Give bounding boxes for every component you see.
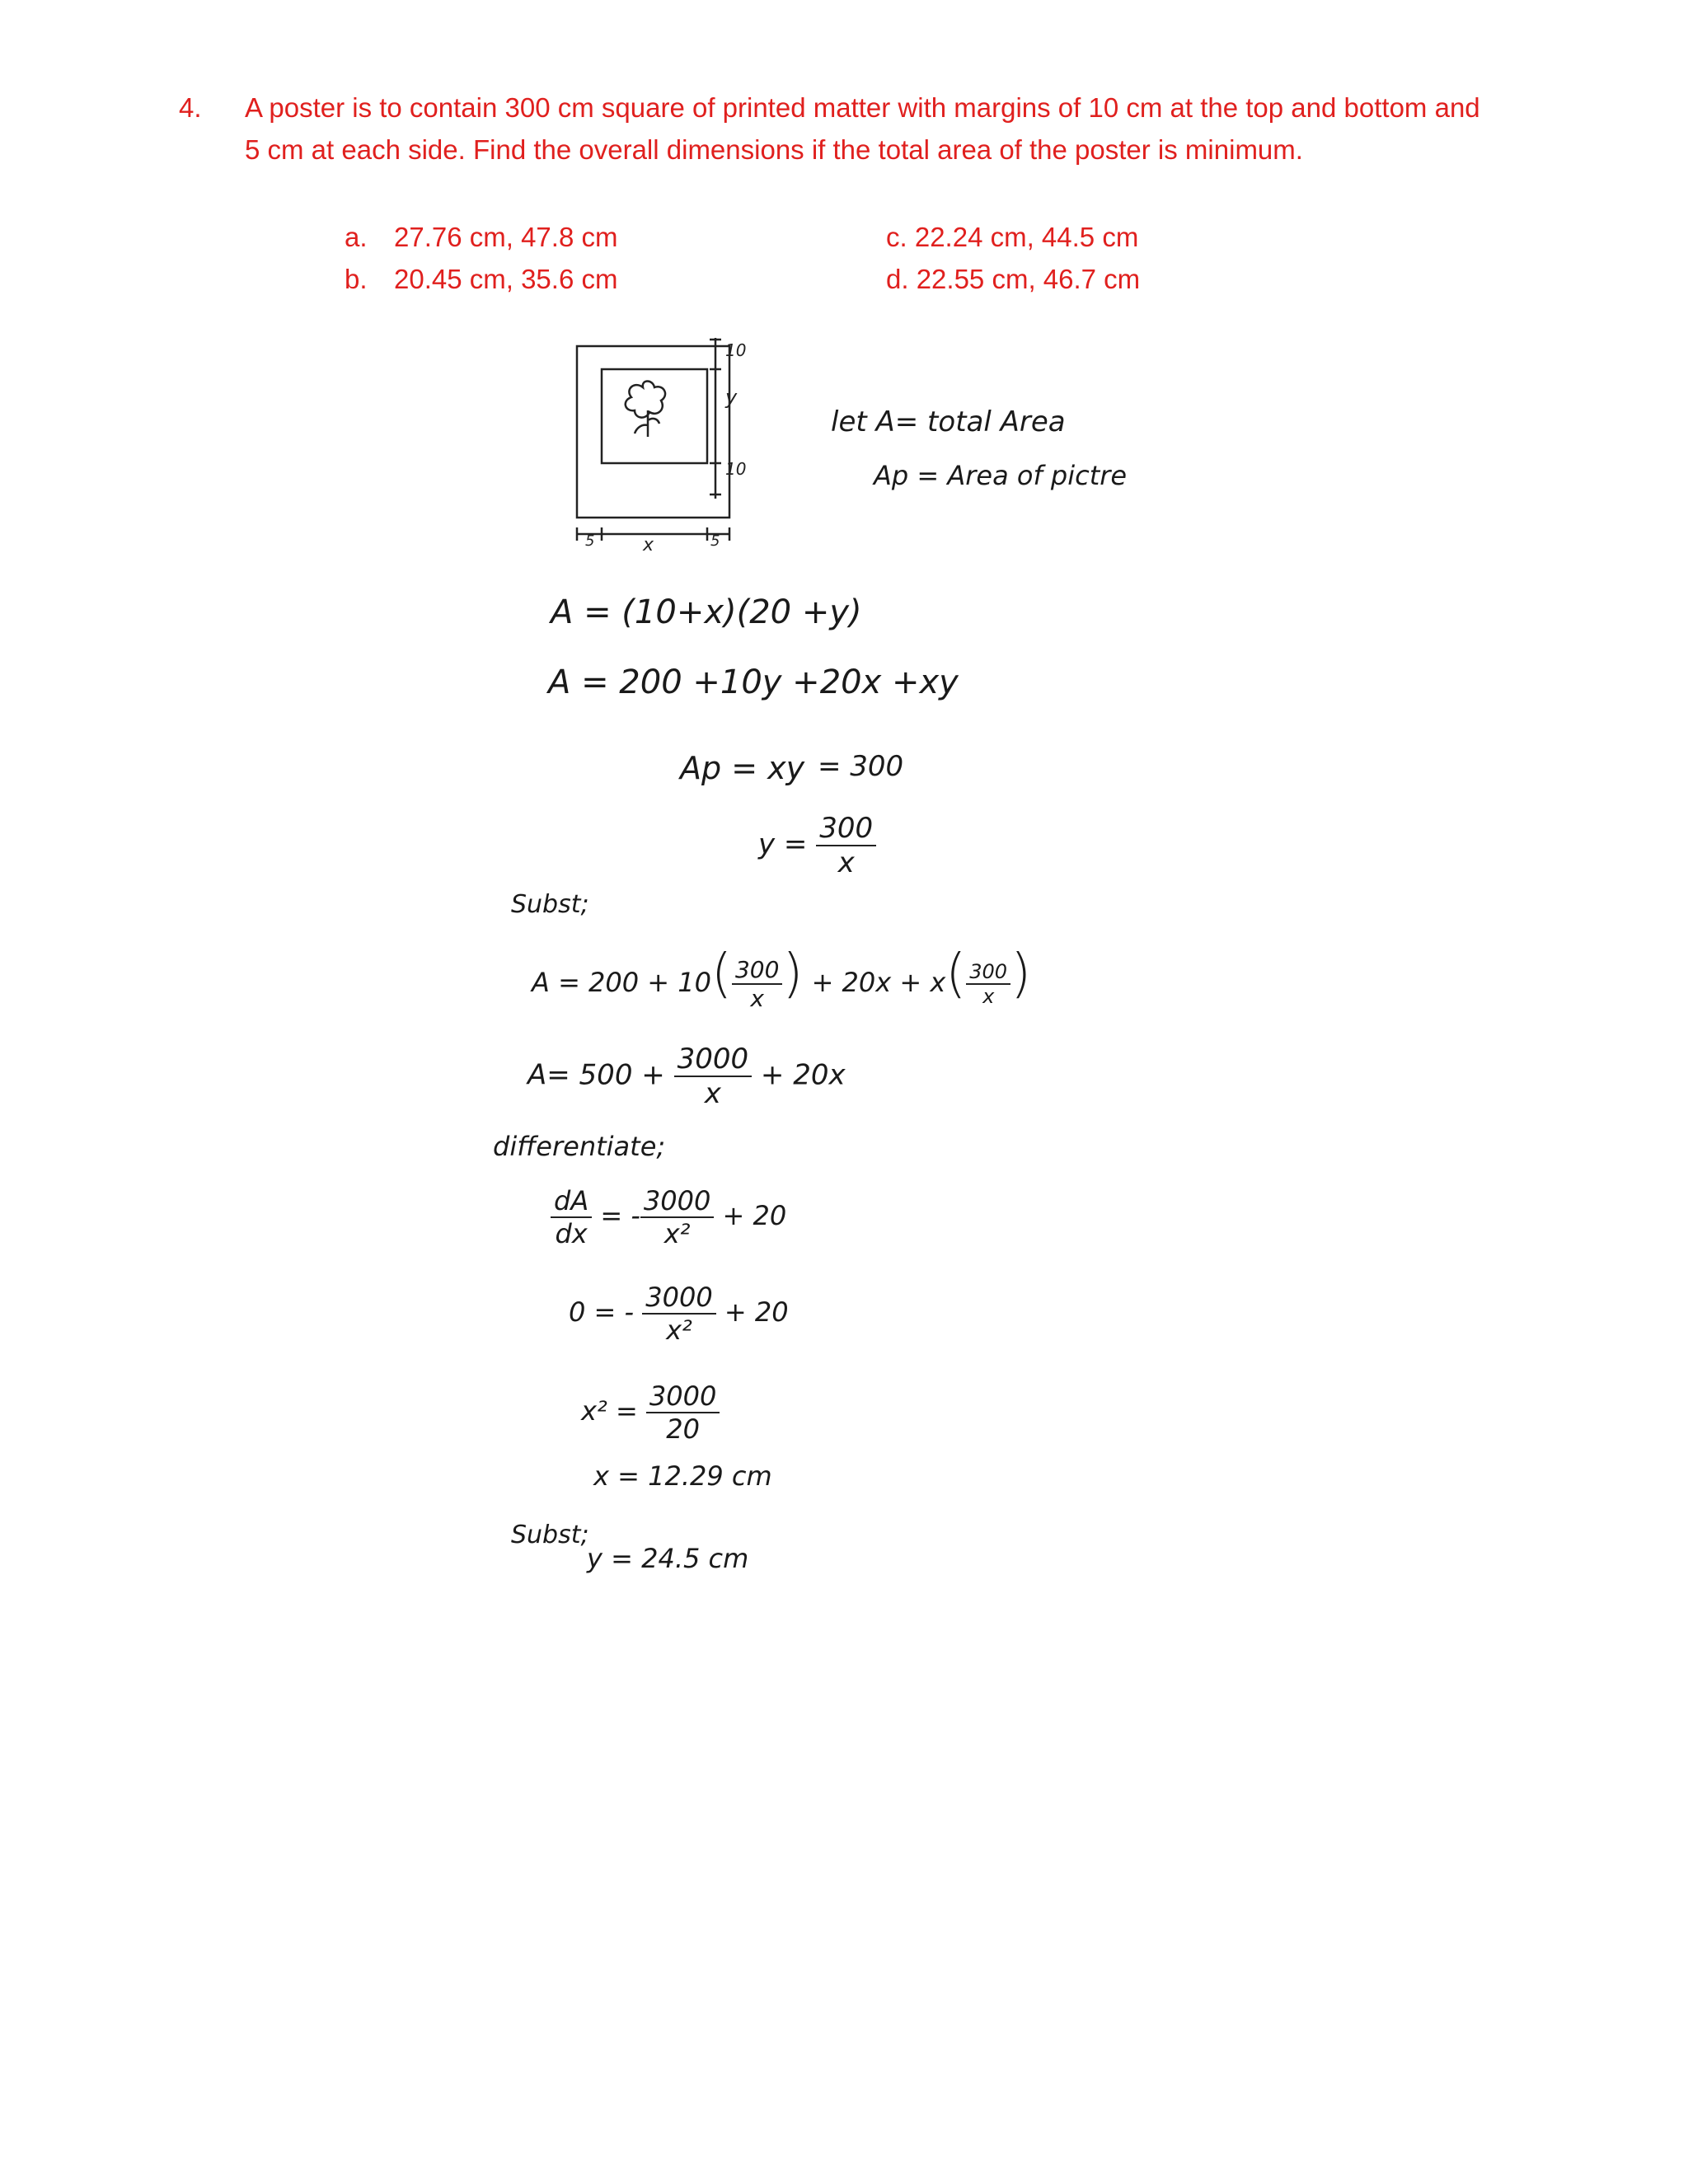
choice-d bbox=[886, 258, 1140, 300]
eq-sub-fraction-2: $\frac{300}{x}$ bbox=[966, 960, 1010, 1008]
eq-sub-fraction-1: $\frac{300}{x}$ bbox=[732, 956, 782, 1012]
label-top-margin: 10 bbox=[725, 340, 747, 360]
choices-left bbox=[345, 216, 617, 300]
eq-deriv-rhs: + 20 bbox=[722, 1200, 787, 1231]
choice-c-label: c. bbox=[886, 222, 907, 252]
label-subst-1: Subst; bbox=[511, 890, 589, 919]
printed-area-border bbox=[602, 369, 707, 463]
eq-deriv-eq: = - bbox=[600, 1200, 640, 1231]
note-let-a: let A= total Area bbox=[831, 405, 1066, 438]
label-side-right: 5 bbox=[710, 532, 720, 550]
eq-area-simplified bbox=[528, 1043, 846, 1110]
eq-area-expanded: A = 200 +10y +20x +xy bbox=[548, 663, 959, 701]
eq-y-fraction: $\frac{300}{x}$ bbox=[816, 812, 876, 879]
poster-sketch bbox=[560, 330, 808, 560]
eq-sub-mid: + 20x + x bbox=[811, 967, 946, 998]
eq-y-lhs: y = bbox=[758, 827, 808, 861]
eq-simp-rhs: + 20x bbox=[760, 1058, 846, 1092]
choice-b-label: b. bbox=[345, 264, 368, 294]
eq-x2-fraction: $\frac{3000}{20}$ bbox=[646, 1380, 720, 1445]
problem-number: 4. bbox=[179, 92, 202, 123]
eq-y-solve bbox=[758, 812, 876, 879]
eq-sub-lhs: A = 200 + 10 bbox=[532, 967, 711, 998]
choice-c bbox=[886, 216, 1140, 258]
eq-y-value: y = 24.5 cm bbox=[587, 1543, 749, 1574]
eq-ap-lhs: Ap = xy bbox=[680, 750, 805, 786]
flower-icon bbox=[626, 382, 665, 438]
choice-c-text: 22.24 cm, 44.5 cm bbox=[914, 222, 1139, 252]
choice-b bbox=[345, 258, 617, 300]
problem-statement: A poster is to contain 300 cm square of printed matter with margins of 10 cm at the top and bottom and 5 cm at each side. Find the overall dimensions if the total area of the poster is minimum. bbox=[245, 92, 1480, 165]
eq-x-value: x = 12.29 cm bbox=[593, 1460, 772, 1492]
eq-derivative bbox=[551, 1185, 786, 1249]
label-bottom-margin: 10 bbox=[725, 459, 747, 479]
problem-text-block bbox=[179, 87, 1481, 171]
eq-set-zero bbox=[569, 1282, 789, 1346]
choice-a-label: a. bbox=[345, 222, 368, 252]
eq-simp-fraction: $\frac{3000}{x}$ bbox=[674, 1043, 753, 1110]
choice-a-text: 27.76 cm, 47.8 cm bbox=[394, 222, 618, 252]
choice-d-text: 22.55 cm, 46.7 cm bbox=[916, 264, 1141, 294]
label-height-y: y bbox=[725, 386, 738, 409]
choice-b-text: 20.45 cm, 35.6 cm bbox=[394, 264, 618, 294]
choices-right bbox=[886, 216, 1140, 300]
eq-deriv-fraction: $\frac{3000}{\text{x²}}$ bbox=[640, 1185, 714, 1249]
eq-x-squared bbox=[581, 1380, 720, 1445]
label-width-x: x bbox=[643, 535, 654, 555]
label-subst-2: Subst; bbox=[511, 1521, 589, 1549]
eq-zero-lhs: 0 = - bbox=[569, 1296, 635, 1328]
label-side-left: 5 bbox=[585, 532, 595, 550]
eq-zero-rhs: + 20 bbox=[724, 1296, 789, 1328]
choice-d-label: d. bbox=[886, 264, 909, 294]
eq-zero-fraction: $\frac{3000}{\text{x²}}$ bbox=[642, 1282, 715, 1346]
derivative-symbol: $\frac{dA}{dx}$ bbox=[551, 1185, 592, 1249]
eq-ap-rhs: = 300 bbox=[818, 750, 904, 783]
eq-area-product: A = (10+x)(20 +y) bbox=[551, 593, 862, 631]
note-let-ap: Ap = Area of pictre bbox=[874, 460, 1128, 491]
label-differentiate: differentiate; bbox=[493, 1131, 666, 1162]
eq-area-substituted: A = 200 + 10( $\frac{300}{x}$ ) + 20x + x( $\frac{300}{x}$ ) bbox=[532, 944, 1032, 1012]
eq-x2-lhs: x² = bbox=[581, 1395, 638, 1427]
eq-simp-lhs: A= 500 + bbox=[528, 1058, 665, 1092]
choice-a bbox=[345, 216, 617, 258]
